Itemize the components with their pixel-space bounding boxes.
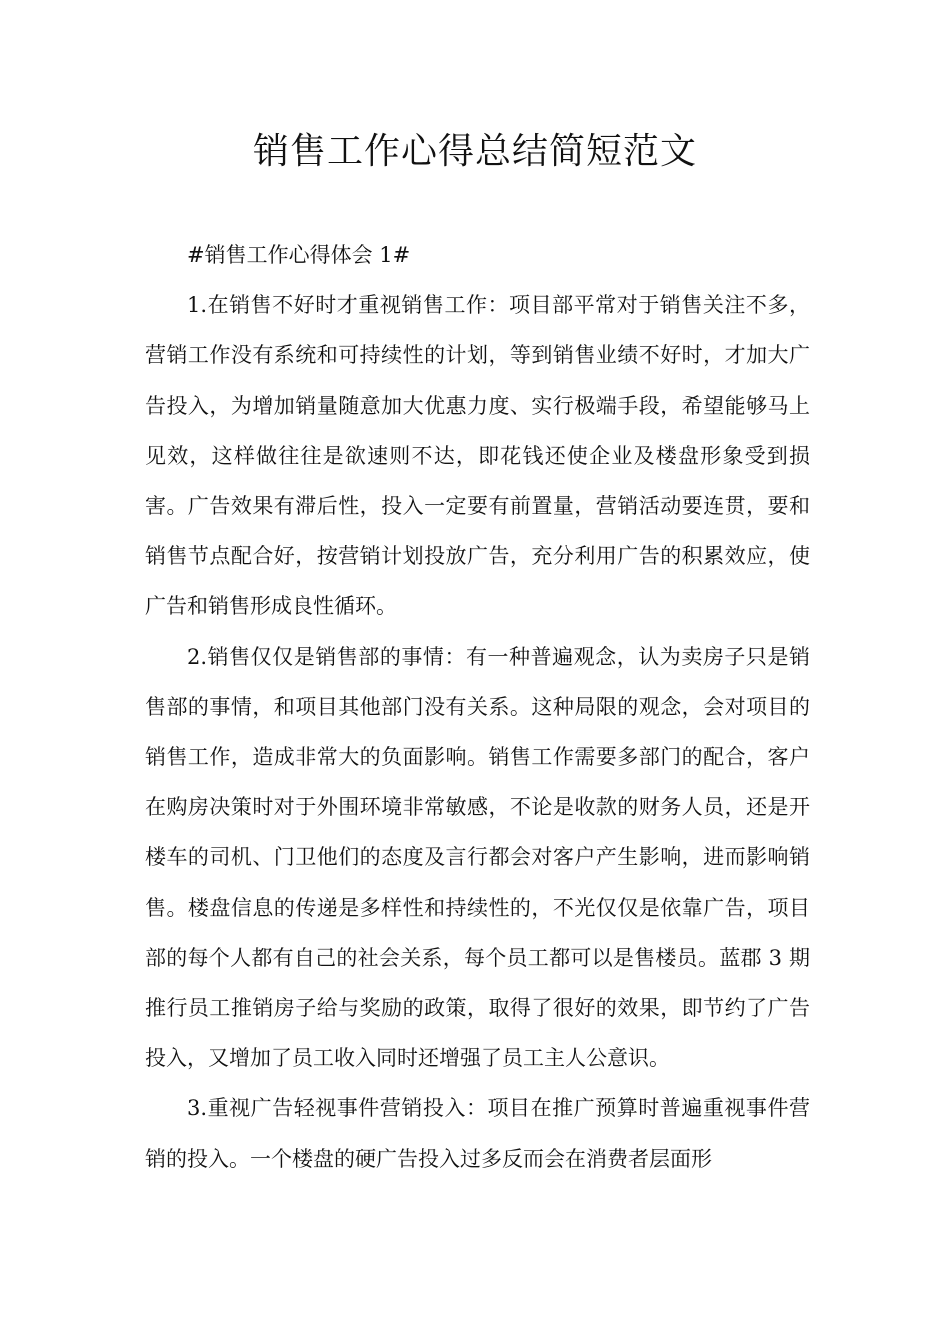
- section-heading: #销售工作心得体会 1#: [187, 243, 411, 267]
- document-body: [145, 230, 810, 1184]
- paragraph-1: 1.在销售不好时才重视销售工作：项目部平常对于销售关注不多，营销工作没有系统和可持续性的计划，等到销售业绩不好时，才加大广告投入，为增加销量随意加大优惠力度、实行极端手段，希望能够马上见效，这样做往往是欲速则不达，即花钱还使企业及楼盘形象受到损害。广告效果有滞后性，投入一定要有前置量，营销活动要连贯，要和销售节点配合好，按营销计划投放广告，充分利用广告的积累效应，使广告和销售形成良性循环。: [145, 293, 810, 619]
- paragraph-2: 2.销售仅仅是销售部的事情：有一种普遍观念，认为卖房子只是销售部的事情，和项目其他部门没有关系。这种局限的观念，会对项目的销售工作，造成非常大的负面影响。销售工作需要多部门的配合，客户在购房决策时对于外围环境非常敏感，不论是收款的财务人员，还是开楼车的司机、门卫他们的态度及言行都会对客户产生影响，进而影响销售。楼盘信息的传递是多样性和持续性的，不光仅仅是依靠广告，项目部的每个人都有自己的社会关系，每个员工都可以是售楼员。蓝郡 3 期推行员工推销房子给与奖励的政策，取得了很好的效果，即节约了广告投入，又增加了员工收入同时还增强了员工主人公意识。: [145, 644, 810, 1071]
- paragraph-3: 3.重视广告轻视事件营销投入：项目在推广预算时普遍重视事件营销的投入。一个楼盘的硬广告投入过多反而会在消费者层面形: [145, 1096, 810, 1171]
- document-title: 销售工作心得总结简短范文: [252, 131, 697, 172]
